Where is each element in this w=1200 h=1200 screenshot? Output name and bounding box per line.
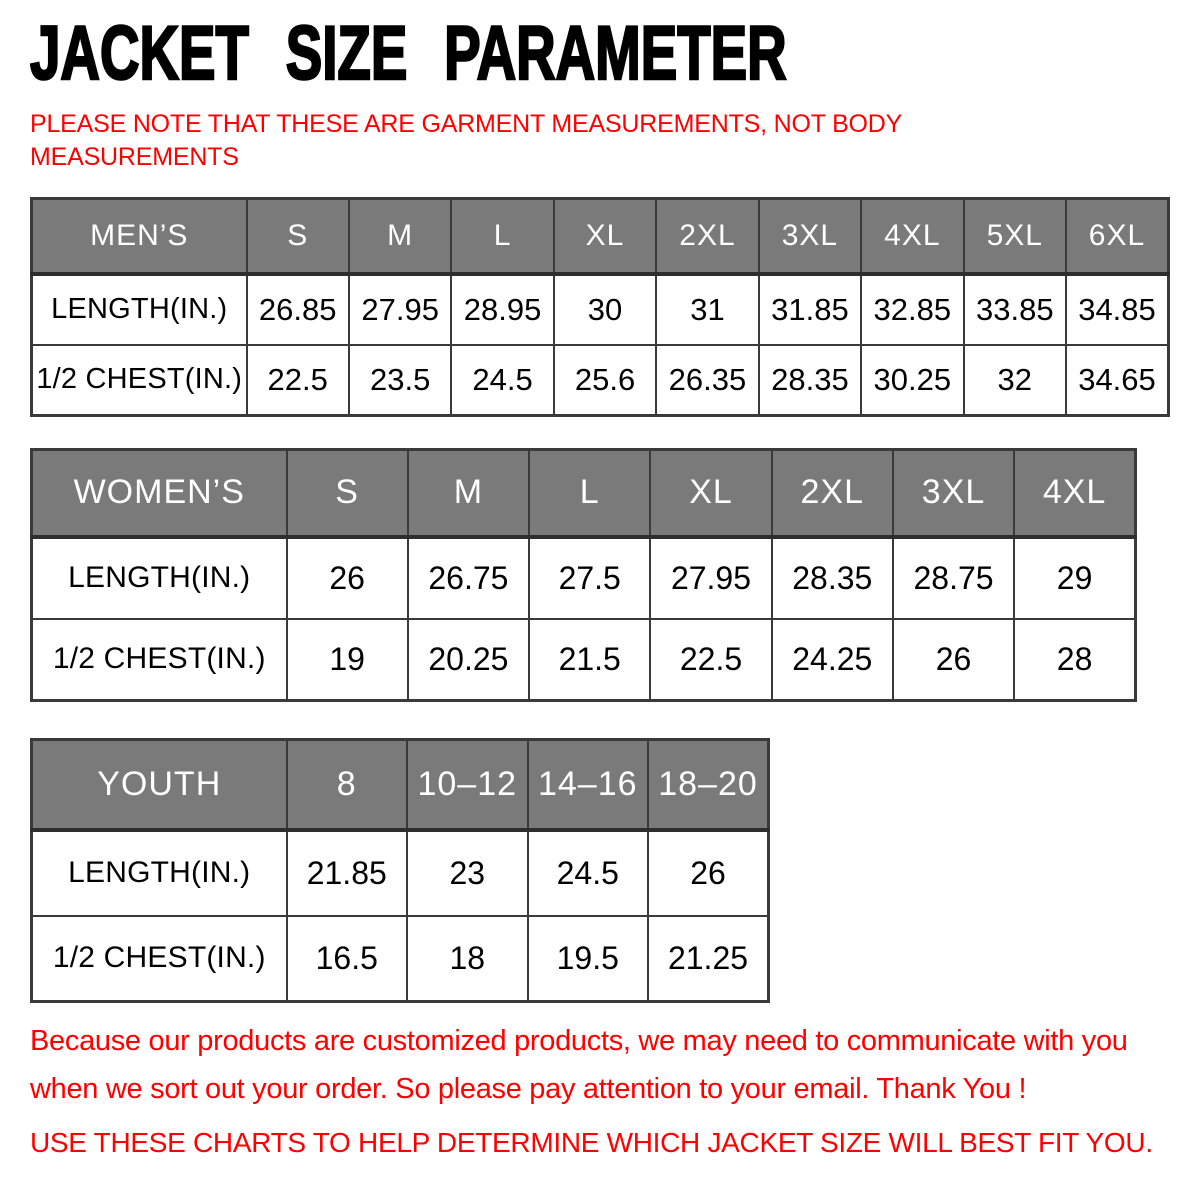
youth-header-row [32, 740, 769, 830]
mens-length-label: LENGTH(IN.) [32, 274, 247, 345]
mens-size-header: XL [554, 199, 656, 274]
womens-category-cell: WOMEN’S [32, 450, 287, 537]
womens-length-row [32, 537, 1136, 619]
womens-size-header: M [408, 450, 529, 537]
womens-size-header: 2XL [772, 450, 893, 537]
womens-chest-value: 26 [893, 619, 1014, 701]
size-table-youth [30, 738, 770, 1003]
mens-header-row [32, 199, 1169, 274]
mens-chest-value: 24.5 [451, 345, 553, 416]
mens-length-value: 27.95 [349, 274, 451, 345]
mens-size-header: 5XL [964, 199, 1066, 274]
mens-chest-value: 22.5 [247, 345, 349, 416]
womens-size-header: 4XL [1014, 450, 1135, 537]
youth-length-value: 26 [648, 830, 769, 916]
mens-length-value: 26.85 [247, 274, 349, 345]
womens-length-value: 28.75 [893, 537, 1014, 619]
mens-size-header: 3XL [759, 199, 861, 274]
mens-length-value: 33.85 [964, 274, 1066, 345]
womens-chest-value: 22.5 [650, 619, 771, 701]
womens-chest-value: 24.25 [772, 619, 893, 701]
mens-chest-label: 1/2 CHEST(IN.) [32, 345, 247, 416]
mens-size-header: 6XL [1066, 199, 1169, 274]
mens-length-value: 32.85 [861, 274, 963, 345]
mens-chest-value: 30.25 [861, 345, 963, 416]
mens-length-value: 28.95 [451, 274, 553, 345]
womens-length-label: LENGTH(IN.) [32, 537, 287, 619]
womens-chest-value: 21.5 [529, 619, 650, 701]
garment-measurement-note [30, 108, 990, 174]
youth-category-cell: YOUTH [32, 740, 287, 830]
mens-length-value: 31.85 [759, 274, 861, 345]
mens-length-value: 31 [656, 274, 758, 345]
mens-chest-value: 34.65 [1066, 345, 1169, 416]
womens-length-value: 28.35 [772, 537, 893, 619]
mens-size-header: M [349, 199, 451, 274]
youth-length-row [32, 830, 769, 916]
youth-chest-label: 1/2 CHEST(IN.) [32, 916, 287, 1002]
mens-size-header: S [247, 199, 349, 274]
mens-chest-value: 25.6 [554, 345, 656, 416]
womens-length-value: 29 [1014, 537, 1135, 619]
youth-size-header: 14–16 [528, 740, 649, 830]
womens-size-header: S [287, 450, 408, 537]
womens-length-value: 27.5 [529, 537, 650, 619]
custom-order-note [30, 1018, 1190, 1114]
youth-chest-value: 19.5 [528, 916, 649, 1002]
mens-chest-value: 28.35 [759, 345, 861, 416]
mens-size-header: 2XL [656, 199, 758, 274]
womens-chest-value: 28 [1014, 619, 1135, 701]
mens-chest-value: 32 [964, 345, 1066, 416]
youth-chest-value: 18 [407, 916, 528, 1002]
womens-length-value: 26 [287, 537, 408, 619]
fit-advice-note: USE THESE CHARTS TO HELP DETERMINE WHICH JACKET SIZE WILL BEST FIT YOU. [30, 1127, 1153, 1158]
womens-header-row [32, 450, 1136, 537]
mens-length-value: 30 [554, 274, 656, 345]
womens-chest-row [32, 619, 1136, 701]
womens-chest-value: 19 [287, 619, 408, 701]
mens-size-header: L [451, 199, 553, 274]
page-title: JACKET SIZE PARAMETER [30, 11, 787, 96]
mens-length-row [32, 274, 1169, 345]
youth-chest-value: 21.25 [648, 916, 769, 1002]
mens-category-cell: MEN’S [32, 199, 247, 274]
mens-chest-row [32, 345, 1169, 416]
youth-chest-value: 16.5 [287, 916, 408, 1002]
youth-length-value: 21.85 [287, 830, 408, 916]
youth-size-header: 10–12 [407, 740, 528, 830]
youth-length-value: 24.5 [528, 830, 649, 916]
mens-size-header: 4XL [861, 199, 963, 274]
mens-chest-value: 23.5 [349, 345, 451, 416]
garment-measurement-note-line2: MEASUREMENTS [30, 143, 239, 171]
custom-order-note-line2: when we sort out your order. So please pay attention to your email. Thank You ! [30, 1072, 1027, 1105]
youth-length-value: 23 [407, 830, 528, 916]
womens-size-header: L [529, 450, 650, 537]
womens-length-value: 26.75 [408, 537, 529, 619]
youth-size-header: 8 [287, 740, 408, 830]
womens-size-header: 3XL [893, 450, 1014, 537]
size-table-mens [30, 197, 1170, 417]
womens-chest-value: 20.25 [408, 619, 529, 701]
womens-chest-label: 1/2 CHEST(IN.) [32, 619, 287, 701]
mens-length-value: 34.85 [1066, 274, 1169, 345]
garment-measurement-note-line1: PLEASE NOTE THAT THESE ARE GARMENT MEASUREMENTS, NOT BODY [30, 110, 903, 138]
womens-size-header: XL [650, 450, 771, 537]
mens-chest-value: 26.35 [656, 345, 758, 416]
youth-size-header: 18–20 [648, 740, 769, 830]
size-table-womens [30, 448, 1137, 702]
youth-chest-row [32, 916, 769, 1002]
womens-length-value: 27.95 [650, 537, 771, 619]
custom-order-note-line1: Because our products are customized products, we may need to communicate with you [30, 1025, 1128, 1057]
youth-length-label: LENGTH(IN.) [32, 830, 287, 916]
